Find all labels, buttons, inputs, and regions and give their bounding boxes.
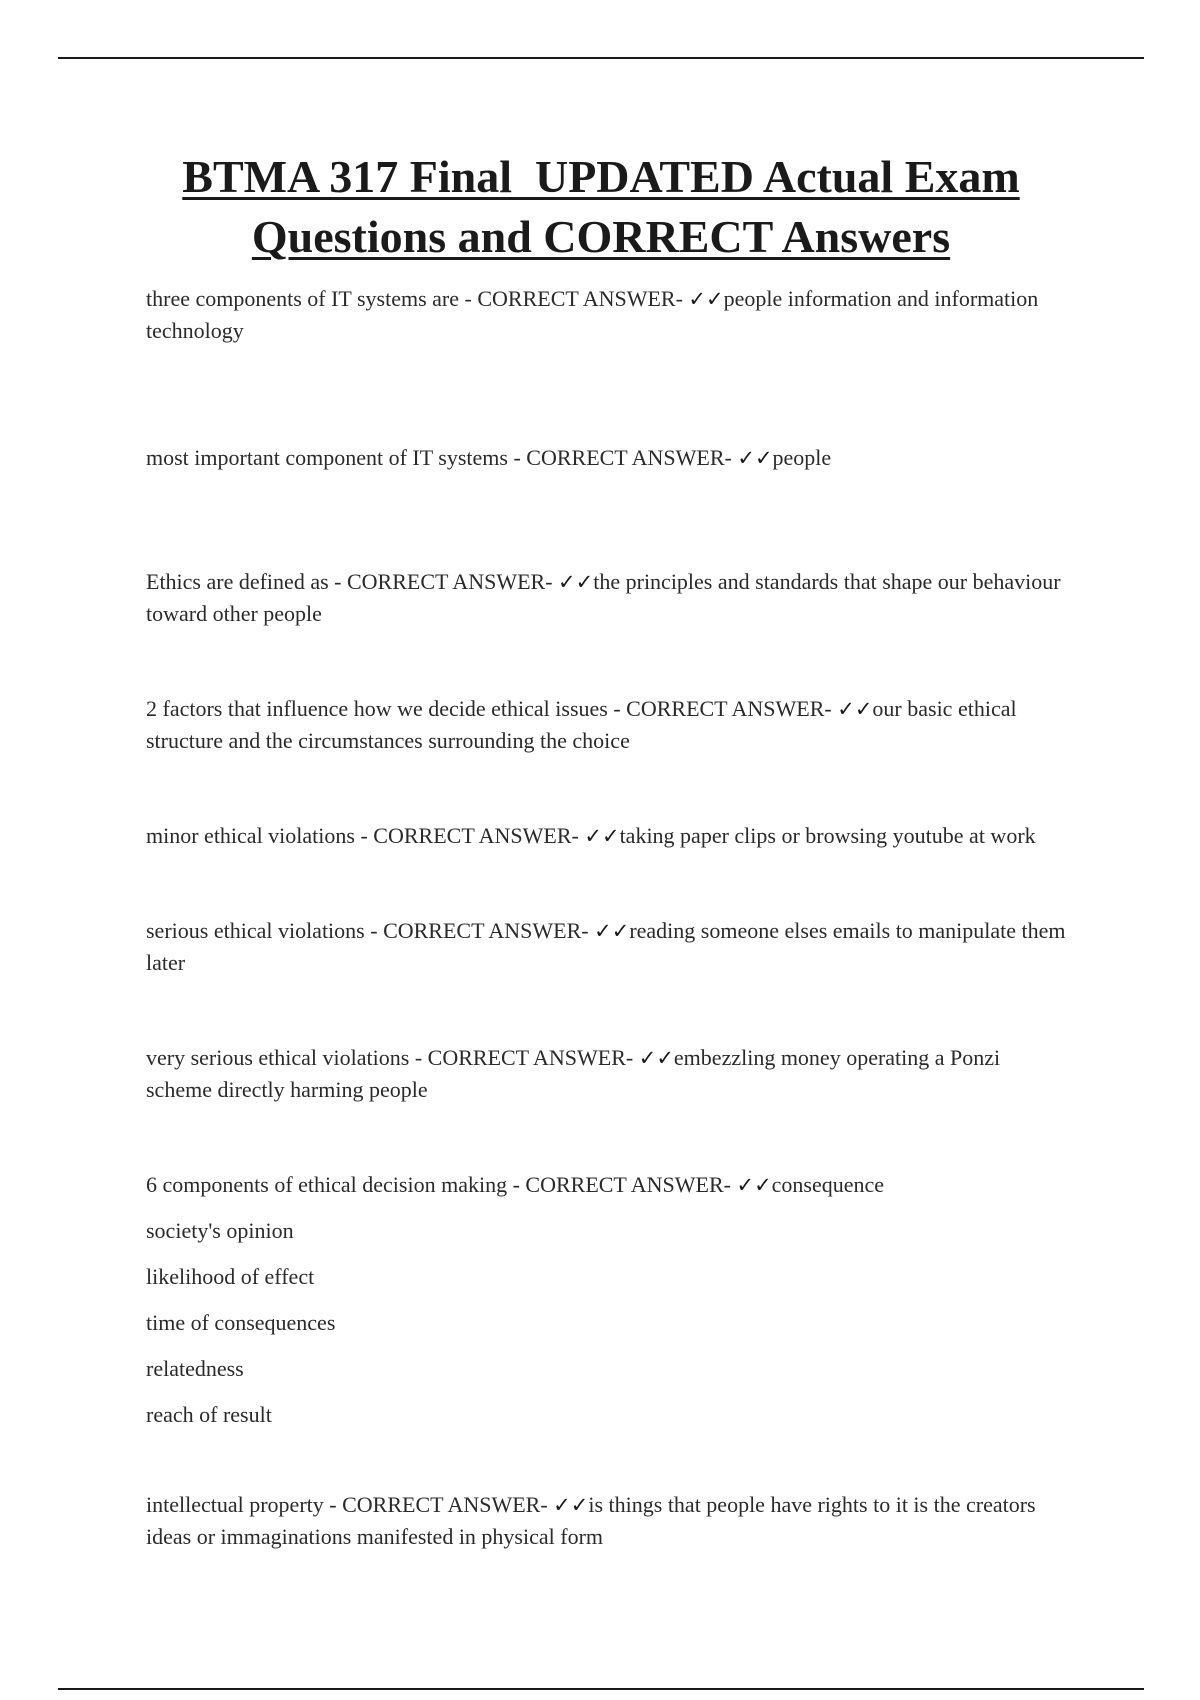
qa-item-8: 6 components of ethical decision making - CORRECT ANSWER- ✓✓consequence [146, 1172, 885, 1197]
document-title [58, 147, 1144, 267]
answer-label: CORRECT ANSWER- [373, 823, 579, 848]
list-item: time of consequences [146, 1310, 336, 1335]
answer-label: CORRECT ANSWER- [525, 1172, 731, 1197]
double-check-icon: ✓✓ [558, 570, 594, 594]
double-check-icon: ✓✓ [737, 446, 773, 470]
question-text: serious ethical violations [146, 918, 365, 943]
answer-label: CORRECT ANSWER- [477, 286, 683, 311]
qa-item-5: minor ethical violations - CORRECT ANSWER- ✓✓taking paper clips or browsing youtube at work [146, 823, 1036, 848]
list-item: society's opinion [146, 1218, 294, 1243]
question-text: 6 components of ethical decision making [146, 1172, 508, 1197]
answer-text: taking paper clips or browsing youtube at work [619, 823, 1036, 848]
qa-item-7: very serious ethical violations - CORRECT ANSWER- ✓✓embezzling money operating a Ponzi scheme directly harming people [146, 1045, 1001, 1102]
answer-text: the principles and standards that shape our behaviour toward other people [146, 569, 1061, 626]
question-text: 2 factors that influence how we decide ethical issues [146, 696, 608, 721]
question-text: three components of IT systems are [146, 286, 460, 311]
question-text: Ethics are defined as [146, 569, 329, 594]
bottom-rule [58, 1688, 1144, 1690]
qa-item-1: three components of IT systems are - CORRECT ANSWER- ✓✓people information and information technology [146, 286, 1039, 343]
answer-label: CORRECT ANSWER- [427, 1045, 634, 1070]
answer-continuation-list [146, 1215, 1066, 1431]
answer-label: CORRECT ANSWER- [346, 569, 553, 594]
list-item: relatedness [146, 1356, 244, 1381]
answer-text: people information and information technology [146, 286, 1039, 343]
answer-label: CORRECT ANSWER- [626, 696, 832, 721]
list-item: reach of result [146, 1402, 272, 1427]
answer-label: CORRECT ANSWER- [526, 445, 732, 470]
answer-text: is things that people have rights to it is the creators ideas or immaginations manifested in physical form [146, 1492, 1036, 1549]
question-text: very serious ethical violations [146, 1045, 410, 1070]
answer-label: CORRECT ANSWER- [383, 918, 589, 943]
answer-text: embezzling money operating a Ponzi scheme directly harming people [146, 1045, 1001, 1102]
qa-item-4: 2 factors that influence how we decide ethical issues - CORRECT ANSWER- ✓✓our basic ethical structure and the circumstances surrounding the choice [146, 696, 1017, 753]
double-check-icon: ✓✓ [688, 287, 724, 311]
double-check-icon: ✓✓ [553, 1493, 589, 1517]
answer-text: reading someone elses emails to manipulate them later [146, 918, 1066, 975]
double-check-icon: ✓✓ [638, 1046, 674, 1070]
answer-text: consequence [771, 1172, 885, 1197]
double-check-icon: ✓✓ [837, 697, 873, 721]
double-check-icon: ✓✓ [584, 824, 620, 848]
title-line-1: BTMA 317 Final UPDATED Actual Exam [182, 151, 1020, 202]
qa-item-6: serious ethical violations - CORRECT ANSWER- ✓✓reading someone elses emails to manipulate them later [146, 918, 1066, 975]
double-check-icon: ✓✓ [594, 919, 630, 943]
double-check-icon: ✓✓ [736, 1173, 772, 1197]
qa-list [146, 283, 1066, 1553]
qa-item-3: Ethics are defined as - CORRECT ANSWER- ✓✓the principles and standards that shape our behaviour toward other people [146, 569, 1061, 626]
qa-item-2: most important component of IT systems - CORRECT ANSWER- ✓✓people [146, 445, 832, 470]
title-line-2: Questions and CORRECT Answers [251, 211, 951, 262]
question-text: intellectual property [146, 1492, 324, 1517]
list-item: likelihood of effect [146, 1264, 315, 1289]
question-text: most important component of IT systems [146, 445, 508, 470]
qa-item-9: intellectual property - CORRECT ANSWER- ✓✓is things that people have rights to it is the creators ideas or immaginations manifested in physical form [146, 1492, 1036, 1549]
question-text: minor ethical violations [146, 823, 355, 848]
answer-label: CORRECT ANSWER- [342, 1492, 548, 1517]
answer-text: people [772, 445, 832, 470]
answer-text: our basic ethical structure and the circumstances surrounding the choice [146, 696, 1017, 753]
top-rule [58, 57, 1144, 59]
